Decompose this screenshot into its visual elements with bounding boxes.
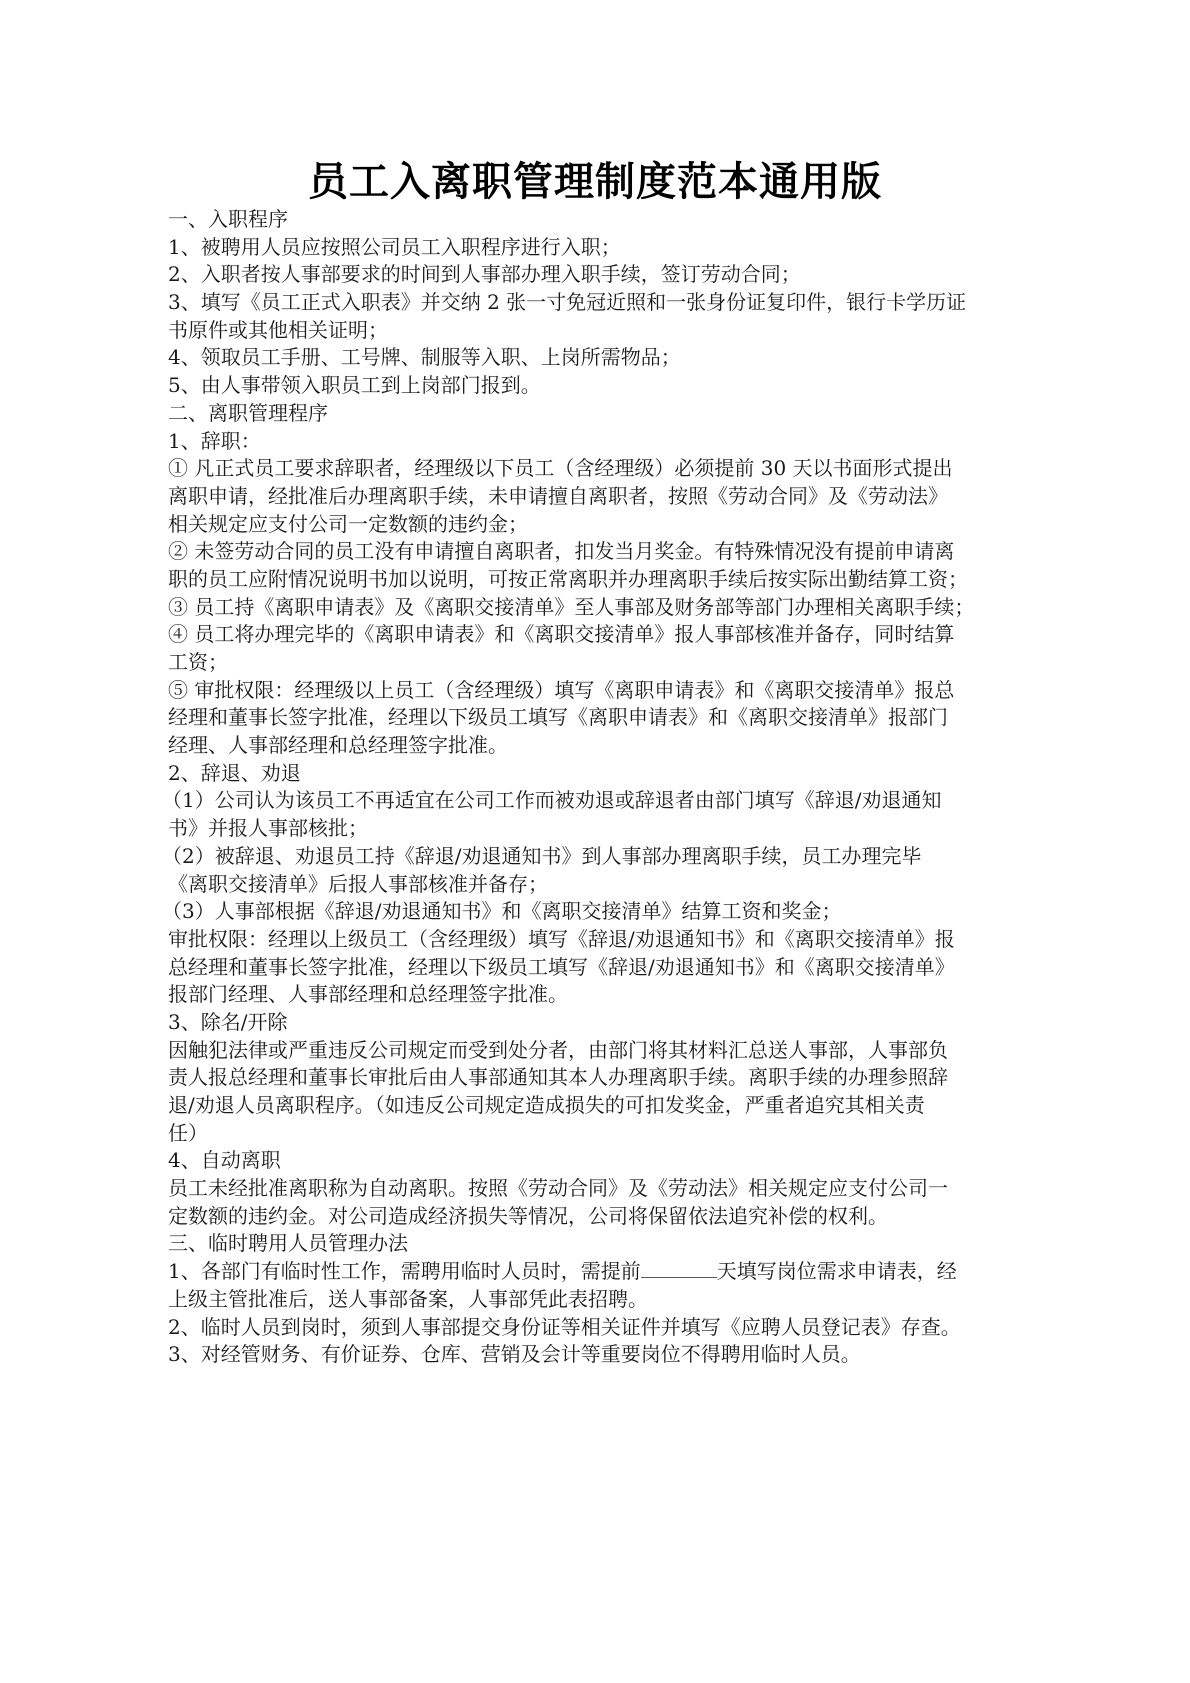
paragraph-line: 3、对经管财务、有价证券、仓库、营销及会计等重要岗位不得聘用临时人员。 [168, 1342, 861, 1367]
section-heading: 一、入职程序 [168, 207, 288, 231]
document-body [162, 206, 1014, 1369]
fill-in-blank [641, 1259, 717, 1278]
paragraph-line: 上级主管批准后，送人事部备案，人事部凭此表招聘。 [168, 1286, 648, 1311]
blank-line-suffix: 天填写岗位需求申请表，经 [716, 1259, 957, 1284]
subsection-heading: 3、除名/开除 [168, 1009, 288, 1034]
subsection-heading: 2、辞退、劝退 [168, 760, 301, 785]
paragraph-line: 5、由人事带领入职员工到上岗部门报到。 [168, 373, 541, 398]
paragraph-line: 定数额的违约金。对公司造成经济损失等情况，公司将保留依法追究补偿的权利。 [168, 1203, 888, 1228]
paragraph-line: 审批权限：经理以上级员工（含经理级）填写《辞退/劝退通知书》和《离职交接清单》报 [168, 926, 955, 951]
subsection-heading: 4、自动离职 [168, 1148, 281, 1173]
paragraph-line: 任） [168, 1120, 208, 1145]
paragraph-line: （3）人事部根据《辞退/劝退通知书》和《离职交接清单》结算工资和奖金； [162, 899, 842, 924]
section-heading: 二、离职管理程序 [168, 400, 328, 425]
paragraph-line: 员工未经批准离职称为自动离职。按照《劳动合同》及《劳动法》相关规定应支付公司一 [168, 1176, 948, 1201]
paragraph-line: 2、临时人员到岗时，须到人事部提交身份证等相关证件并填写《应聘人员登记表》存查。 [168, 1314, 961, 1339]
paragraph-line: ⑤ 审批权限：经理级以上员工（含经理级）填写《离职申请表》和《离职交接清单》报总 [168, 677, 955, 702]
paragraph-line: 《离职交接清单》后报人事部核准并备存； [168, 871, 548, 896]
paragraph-line: 书原件或其他相关证明； [168, 317, 388, 342]
paragraph-line: 退/劝退人员离职程序。（如违反公司规定造成损失的可扣发奖金，严重者追究其相关责 [168, 1093, 925, 1117]
document-title: 员工入离职管理制度范本通用版 [308, 158, 882, 205]
paragraph-line: 经理和董事长签字批准，经理以下级员工填写《离职申请表》和《离职交接清单》报部门 [168, 705, 948, 730]
paragraph-line: 总经理和董事长签字批准，经理以下级员工填写《辞退/劝退通知书》和《离职交接清单》 [168, 954, 955, 979]
paragraph-line: 离职申请，经批准后办理离职手续，未申请擅自离职者，按照《劳动合同》及《劳动法》 [168, 483, 948, 508]
paragraph-line: 相关规定应支付公司一定数额的违约金； [168, 511, 528, 536]
paragraph-line: （1）公司认为该员工不再适宜在公司工作而被劝退或辞退者由部门填写《辞退/劝退通知 [162, 788, 942, 813]
paragraph-line-with-blank [168, 1258, 1014, 1286]
subsection-heading: 1、辞职： [168, 428, 261, 453]
paragraph-line: 工资； [168, 650, 228, 674]
paragraph-line: ③ 员工持《离职申请表》及《离职交接清单》至人事部及财务部等部门办理相关离职手续； [168, 594, 975, 619]
paragraph-line: 1、被聘用人员应按照公司员工入职程序进行入职； [168, 234, 621, 259]
paragraph-line: 职的员工应附情况说明书加以说明，可按正常离职并办理离职手续后按实际出勤结算工资； [168, 566, 968, 591]
paragraph-line: 责人报总经理和董事长审批后由人事部通知其本人办理离职手续。离职手续的办理参照辞 [168, 1065, 948, 1090]
paragraph-line: 2、入职者按人事部要求的时间到人事部办理入职手续，签订劳动合同； [168, 262, 801, 287]
paragraph-line: ① 凡正式员工要求辞职者，经理级以下员工（含经理级）必须提前 30 天以书面形式提出 [168, 456, 953, 481]
blank-line-prefix: 1、各部门有临时性工作，需聘用临时人员时，需提前 [168, 1259, 641, 1284]
paragraph-line: ④ 员工将办理完毕的《离职申请表》和《离职交接清单》报人事部核准并备存，同时结算 [168, 622, 955, 647]
paragraph-line: （2）被辞退、劝退员工持《辞退/劝退通知书》到人事部办理离职手续，员工办理完毕 [162, 843, 922, 868]
paragraph-line: 3、填写《员工正式入职表》并交纳 2 张一寸免冠近照和一张身份证复印件，银行卡学历证 [168, 290, 967, 315]
paragraph-line: 经理、人事部经理和总经理签字批准。 [168, 733, 508, 758]
paragraph-line: ② 未签劳动合同的员工没有申请擅自离职者，扣发当月奖金。有特殊情况没有提前申请离 [168, 539, 955, 564]
section-heading: 三、临时聘用人员管理办法 [168, 1231, 408, 1256]
paragraph-line: 4、领取员工手册、工号牌、制服等入职、上岗所需物品； [168, 345, 681, 370]
paragraph-line: 因触犯法律或严重违反公司规定而受到处分者，由部门将其材料汇总送人事部，人事部负 [168, 1037, 948, 1062]
paragraph-line: 书》并报人事部核批； [168, 816, 368, 841]
paragraph-line: 报部门经理、人事部经理和总经理签字批准。 [168, 982, 568, 1007]
